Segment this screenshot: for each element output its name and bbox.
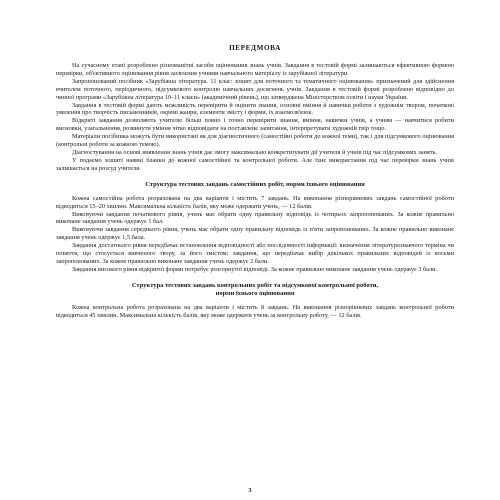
section-paragraph: Завдання високого рівня відкритої форми потребує розгорнутої відповіді. За кожне правильно виконане завдання учень одержує 3 бали. [72, 265, 438, 273]
section-paragraph: Виконуючи завдання початкового рівня, учень має обрати одну правильну відповідь із чотирьох запропонованих. За кожне правильно виконане завдання учень одержує 1 бал. [56, 210, 454, 226]
section-heading-line: Структура тестових завдань контрольних робіт та підсумкової контрольної роботи, [131, 281, 379, 289]
intro-section [56, 62, 454, 173]
document-title: ПЕРЕДМОВА [229, 44, 281, 52]
intro-paragraph: У подаємо зошиті наявні бланки до кожної самостійної та контрольної роботи. Але їхнє використання під час перевірки знань учнів залишається на розсуд учителя. [56, 156, 454, 172]
section-paragraph: Кожна самостійна робота розрахована на два варіанти і містить 7 завдань. На виконання різнорівневих завдань самостійної роботи відводиться 15–20 хвилин. Максимальна кількість балів, яку може одержати учень, — 12 балів. [56, 194, 454, 210]
intro-paragraph: Відкриті завдання дозволяють учителю більш повно і точно перевірити знання, вміння, навички учнів, а учням — навчитися робити висновки, узагальнення, розвинути уміння чітко відповідати на поставлене запитання, інтерпретувати художній твір тощо. [56, 117, 454, 133]
section-paragraph: Виконуючи завдання середнього рівня, учень має обрати одну правильну відповідь із п'яти запропонованих. За кожне правильно виконане завдання учень одержує 1,5 бала. [56, 226, 454, 242]
section-paragraph: Кожна контрольна робота розрахована на два варіанти і містить 8 завдань. На виконання різнорівневих завдань контрольної роботи відводиться 45 хвилин. Максимальна кількість балів, яку може одержати учень за контрольну роботу, — 12 балів. [56, 303, 454, 319]
section-heading [56, 282, 454, 298]
intro-paragraph: Завдання в тестовій формі дають можливість перевірити й оцінити знання, основні вміння й навички роботи з художнім твором, початкові уявлення про творчість письменників, окремі жанри, елементи змісту і форми, їх взаємозв'язок. [56, 101, 454, 117]
section-heading-line: норми їхнього оцінювання [215, 289, 295, 297]
intro-paragraph: Діагностування на основі виявлення знань учнів дає змогу максимально конкретизувати дії учителя й учнів під час підсумкових занять. [72, 148, 437, 156]
page-number: 3 [248, 487, 252, 494]
section-paragraph: Завдання достатнього рівня передбачає встановлення відповідності або послідовності інформації: визначення літературознавчого терміна чи поняття, що стосується вивченого твору, за його змістом; завдання, що передбачає вибір декількох правильних відповідей із восьми запропонованих. За кожне правильно виконане завдання учень одержує 2 бали. [56, 242, 454, 265]
section-heading: Структура тестових завдань самостійних робіт, норми їхнього оцінювання [145, 180, 365, 188]
control-work-section [56, 282, 454, 320]
intro-paragraph: Матеріали посібника можуть бути використані як для діагностичного (самостійні роботи до кожної теми), так і для підсумкового оцінювання (контрольні роботи за кожною темою). [56, 133, 454, 149]
independent-work-section [56, 181, 454, 274]
intro-paragraph: На сучасному етапі розроблено різноманітні засоби оцінювання знань учнів. Завдання в тестовій формі залишаються ефективною формою перевірки, об'єктивного оцінювання рівня засвоєння учнями навчального матеріалу із зарубіжної літератури. [56, 62, 454, 77]
intro-paragraph: Запропонований посібник «Зарубіжна література. 11 клас: зошит для поточного та тематичного оцінювання» призначений для здійснення вчителем поточного, періодичного, підсумкового контролю навчальних досягнень учнів. Завдання в тестовій формі розроблено відповідно до чинної програми «Зарубіжна література 10–11 класи» (академічний рівень), що затверджена Міністерством освіти і науки України. [56, 77, 454, 101]
